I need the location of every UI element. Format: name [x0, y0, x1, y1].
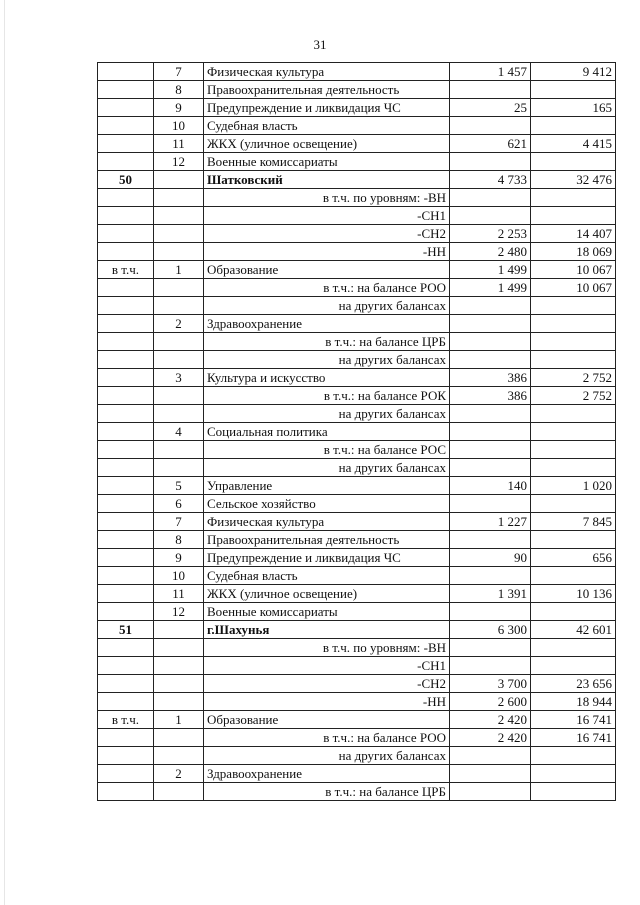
row-number-cell: 9	[154, 549, 204, 567]
row-code-cell: в т.ч.	[98, 261, 154, 279]
row-value2-cell: 2 752	[531, 387, 616, 405]
table-row	[98, 513, 616, 531]
row-value2-cell	[531, 657, 616, 675]
row-code-cell	[98, 351, 154, 369]
row-value1-cell: 4 733	[450, 171, 531, 189]
row-name-cell: на других балансах	[204, 747, 450, 765]
row-value2-cell	[531, 441, 616, 459]
row-name-cell: в т.ч.: на балансе ЦРБ	[204, 333, 450, 351]
row-name-cell: Предупреждение и ликвидация ЧС	[204, 549, 450, 567]
district-row	[98, 171, 616, 189]
row-value1-cell: 386	[450, 369, 531, 387]
row-number-cell	[154, 405, 204, 423]
row-value2-cell: 2 752	[531, 369, 616, 387]
row-value1-cell: 2 420	[450, 729, 531, 747]
row-number-cell	[154, 279, 204, 297]
row-code-cell	[98, 765, 154, 783]
row-value1-cell	[450, 153, 531, 171]
row-value2-cell	[531, 639, 616, 657]
row-value2-cell	[531, 81, 616, 99]
row-code-cell	[98, 189, 154, 207]
row-value1-cell: 1 227	[450, 513, 531, 531]
row-code-cell	[98, 279, 154, 297]
row-number-cell	[154, 171, 204, 189]
row-number-cell: 1	[154, 261, 204, 279]
table-row	[98, 585, 616, 603]
row-name-cell: -СН2	[204, 225, 450, 243]
row-name-cell: Правоохранительная деятельность	[204, 531, 450, 549]
row-number-cell: 1	[154, 711, 204, 729]
row-value1-cell: 2 420	[450, 711, 531, 729]
row-number-cell: 12	[154, 603, 204, 621]
table-row	[98, 549, 616, 567]
row-code-cell	[98, 783, 154, 801]
row-value2-cell: 656	[531, 549, 616, 567]
row-number-cell	[154, 621, 204, 639]
row-value1-cell	[450, 297, 531, 315]
row-name-cell: Военные комиссариаты	[204, 603, 450, 621]
row-code-cell	[98, 135, 154, 153]
table-row	[98, 405, 616, 423]
row-number-cell	[154, 693, 204, 711]
row-value2-cell	[531, 495, 616, 513]
row-value1-cell	[450, 405, 531, 423]
row-value2-cell: 16 741	[531, 711, 616, 729]
row-value1-cell: 1 499	[450, 279, 531, 297]
row-number-cell: 9	[154, 99, 204, 117]
table-row	[98, 693, 616, 711]
row-value2-cell	[531, 783, 616, 801]
row-number-cell	[154, 225, 204, 243]
row-name-cell: в т.ч.: на балансе ЦРБ	[204, 783, 450, 801]
table-row	[98, 369, 616, 387]
row-name-cell: -НН	[204, 243, 450, 261]
page-number: 31	[313, 37, 327, 52]
table-row	[98, 765, 616, 783]
row-number-cell	[154, 351, 204, 369]
row-number-cell	[154, 729, 204, 747]
row-value2-cell: 165	[531, 99, 616, 117]
row-number-cell	[154, 207, 204, 225]
row-name-cell: Физическая культура	[204, 63, 450, 81]
row-number-cell: 7	[154, 513, 204, 531]
row-code-cell	[98, 369, 154, 387]
row-name-cell: Сельское хозяйство	[204, 495, 450, 513]
row-value1-cell: 140	[450, 477, 531, 495]
row-code-cell	[98, 153, 154, 171]
row-number-cell	[154, 333, 204, 351]
row-code-cell	[98, 387, 154, 405]
table-row	[98, 117, 616, 135]
row-number-cell: 2	[154, 765, 204, 783]
row-number-cell	[154, 459, 204, 477]
row-code-cell	[98, 315, 154, 333]
row-name-cell: в т.ч. по уровням: -ВН	[204, 189, 450, 207]
row-value2-cell	[531, 297, 616, 315]
row-code-cell	[98, 243, 154, 261]
row-name-cell: Образование	[204, 711, 450, 729]
row-value1-cell	[450, 315, 531, 333]
row-name-cell: -НН	[204, 693, 450, 711]
row-number-cell	[154, 783, 204, 801]
row-value1-cell: 621	[450, 135, 531, 153]
row-code-cell	[98, 567, 154, 585]
row-number-cell: 11	[154, 135, 204, 153]
table-row	[98, 153, 616, 171]
table-row	[98, 729, 616, 747]
row-value2-cell	[531, 459, 616, 477]
row-name-cell: -СН1	[204, 207, 450, 225]
row-name-cell: Здравоохранение	[204, 315, 450, 333]
row-code-cell	[98, 207, 154, 225]
row-value1-cell: 1 391	[450, 585, 531, 603]
row-value1-cell: 1 457	[450, 63, 531, 81]
row-code-cell	[98, 495, 154, 513]
row-name-cell: в т.ч.: на балансе РОК	[204, 387, 450, 405]
row-value2-cell: 9 412	[531, 63, 616, 81]
table-row	[98, 63, 616, 81]
row-code-cell	[98, 441, 154, 459]
row-name-cell: Шатковский	[204, 171, 450, 189]
row-value1-cell: 2 600	[450, 693, 531, 711]
row-value1-cell: 3 700	[450, 675, 531, 693]
row-code-cell	[98, 513, 154, 531]
row-code-cell	[98, 639, 154, 657]
row-name-cell: Судебная власть	[204, 567, 450, 585]
table-row	[98, 423, 616, 441]
table-row	[98, 711, 616, 729]
row-value1-cell	[450, 747, 531, 765]
row-number-cell: 10	[154, 117, 204, 135]
table-row	[98, 225, 616, 243]
row-value2-cell: 7 845	[531, 513, 616, 531]
row-value1-cell: 1 499	[450, 261, 531, 279]
row-code-cell	[98, 603, 154, 621]
row-code-cell	[98, 63, 154, 81]
row-value1-cell: 2 480	[450, 243, 531, 261]
row-value1-cell	[450, 765, 531, 783]
table-row	[98, 495, 616, 513]
row-value1-cell	[450, 351, 531, 369]
row-number-cell	[154, 243, 204, 261]
row-value2-cell	[531, 153, 616, 171]
row-value2-cell: 18 944	[531, 693, 616, 711]
row-value2-cell: 42 601	[531, 621, 616, 639]
row-name-cell: на других балансах	[204, 405, 450, 423]
row-value1-cell	[450, 441, 531, 459]
row-code-cell	[98, 405, 154, 423]
row-value2-cell: 10 067	[531, 261, 616, 279]
row-value2-cell: 14 407	[531, 225, 616, 243]
table-row	[98, 315, 616, 333]
row-code-cell	[98, 657, 154, 675]
row-code-cell	[98, 531, 154, 549]
row-name-cell: в т.ч.: на балансе РОО	[204, 279, 450, 297]
row-value1-cell	[450, 117, 531, 135]
row-number-cell: 6	[154, 495, 204, 513]
row-code-cell	[98, 675, 154, 693]
row-value1-cell	[450, 639, 531, 657]
row-value2-cell: 10 136	[531, 585, 616, 603]
row-name-cell: Социальная политика	[204, 423, 450, 441]
table-row	[98, 351, 616, 369]
row-code-cell	[98, 81, 154, 99]
row-number-cell: 10	[154, 567, 204, 585]
row-number-cell: 3	[154, 369, 204, 387]
row-name-cell: Образование	[204, 261, 450, 279]
table-row	[98, 135, 616, 153]
table-row	[98, 657, 616, 675]
table-row	[98, 675, 616, 693]
row-code-cell	[98, 99, 154, 117]
row-value2-cell	[531, 423, 616, 441]
row-name-cell: -СН1	[204, 657, 450, 675]
row-value2-cell	[531, 765, 616, 783]
row-code-cell	[98, 747, 154, 765]
table-row	[98, 639, 616, 657]
table-row	[98, 603, 616, 621]
row-code-cell: 51	[98, 621, 154, 639]
row-name-cell: на других балансах	[204, 297, 450, 315]
row-code-cell	[98, 729, 154, 747]
table-row	[98, 99, 616, 117]
scan-edge-line	[4, 0, 5, 905]
row-number-cell: 2	[154, 315, 204, 333]
table-row	[98, 81, 616, 99]
row-value2-cell	[531, 117, 616, 135]
row-value2-cell: 16 741	[531, 729, 616, 747]
row-value1-cell: 2 253	[450, 225, 531, 243]
row-name-cell: ЖКХ (уличное освещение)	[204, 585, 450, 603]
row-number-cell: 8	[154, 531, 204, 549]
table-row	[98, 207, 616, 225]
row-number-cell	[154, 189, 204, 207]
row-name-cell: Управление	[204, 477, 450, 495]
row-code-cell	[98, 693, 154, 711]
row-value1-cell: 6 300	[450, 621, 531, 639]
row-value1-cell	[450, 459, 531, 477]
row-number-cell	[154, 441, 204, 459]
row-number-cell	[154, 297, 204, 315]
row-number-cell: 7	[154, 63, 204, 81]
row-value2-cell: 23 656	[531, 675, 616, 693]
row-code-cell	[98, 477, 154, 495]
row-value2-cell	[531, 315, 616, 333]
row-value1-cell	[450, 783, 531, 801]
row-value1-cell	[450, 423, 531, 441]
row-name-cell: ЖКХ (уличное освещение)	[204, 135, 450, 153]
row-value1-cell	[450, 207, 531, 225]
row-value2-cell	[531, 333, 616, 351]
row-value1-cell	[450, 333, 531, 351]
row-value2-cell	[531, 747, 616, 765]
row-value1-cell: 386	[450, 387, 531, 405]
row-value2-cell	[531, 207, 616, 225]
row-number-cell: 5	[154, 477, 204, 495]
row-name-cell: Культура и искусство	[204, 369, 450, 387]
row-name-cell: в т.ч. по уровням: -ВН	[204, 639, 450, 657]
row-number-cell	[154, 675, 204, 693]
row-value2-cell	[531, 405, 616, 423]
row-value2-cell	[531, 189, 616, 207]
row-value1-cell	[450, 531, 531, 549]
row-name-cell: Предупреждение и ликвидация ЧС	[204, 99, 450, 117]
row-number-cell	[154, 747, 204, 765]
row-code-cell	[98, 333, 154, 351]
row-value2-cell	[531, 351, 616, 369]
budget-table	[97, 62, 616, 801]
row-value2-cell: 32 476	[531, 171, 616, 189]
row-code-cell	[98, 297, 154, 315]
row-number-cell	[154, 657, 204, 675]
row-code-cell	[98, 423, 154, 441]
table-row	[98, 459, 616, 477]
row-name-cell: Правоохранительная деятельность	[204, 81, 450, 99]
row-value2-cell: 18 069	[531, 243, 616, 261]
table-row	[98, 567, 616, 585]
table-row	[98, 297, 616, 315]
table-row	[98, 387, 616, 405]
row-name-cell: на других балансах	[204, 459, 450, 477]
table-row	[98, 477, 616, 495]
table-row	[98, 441, 616, 459]
row-number-cell: 4	[154, 423, 204, 441]
row-value1-cell	[450, 495, 531, 513]
row-code-cell	[98, 117, 154, 135]
row-name-cell: Физическая культура	[204, 513, 450, 531]
row-name-cell: Военные комиссариаты	[204, 153, 450, 171]
table-row	[98, 333, 616, 351]
row-value1-cell	[450, 657, 531, 675]
row-name-cell: Здравоохранение	[204, 765, 450, 783]
row-code-cell: 50	[98, 171, 154, 189]
row-number-cell	[154, 639, 204, 657]
row-name-cell: в т.ч.: на балансе РОС	[204, 441, 450, 459]
row-value1-cell	[450, 189, 531, 207]
row-name-cell: на других балансах	[204, 351, 450, 369]
table-row	[98, 189, 616, 207]
table-row	[98, 243, 616, 261]
row-number-cell: 11	[154, 585, 204, 603]
table-row	[98, 531, 616, 549]
table-row	[98, 279, 616, 297]
district-row	[98, 621, 616, 639]
row-value1-cell: 90	[450, 549, 531, 567]
row-value2-cell: 1 020	[531, 477, 616, 495]
row-value1-cell: 25	[450, 99, 531, 117]
row-number-cell	[154, 387, 204, 405]
row-name-cell: г.Шахунья	[204, 621, 450, 639]
row-name-cell: в т.ч.: на балансе РОО	[204, 729, 450, 747]
row-value1-cell	[450, 81, 531, 99]
table-row	[98, 747, 616, 765]
row-code-cell	[98, 549, 154, 567]
row-value2-cell: 4 415	[531, 135, 616, 153]
row-number-cell: 8	[154, 81, 204, 99]
row-code-cell: в т.ч.	[98, 711, 154, 729]
table-row	[98, 783, 616, 801]
budget-table-body	[98, 63, 616, 801]
row-name-cell: -СН2	[204, 675, 450, 693]
row-value1-cell	[450, 567, 531, 585]
row-number-cell: 12	[154, 153, 204, 171]
row-value1-cell	[450, 603, 531, 621]
row-value2-cell	[531, 531, 616, 549]
row-value2-cell	[531, 603, 616, 621]
table-row	[98, 261, 616, 279]
row-name-cell: Судебная власть	[204, 117, 450, 135]
row-value2-cell: 10 067	[531, 279, 616, 297]
row-code-cell	[98, 225, 154, 243]
row-value2-cell	[531, 567, 616, 585]
row-code-cell	[98, 459, 154, 477]
row-code-cell	[98, 585, 154, 603]
